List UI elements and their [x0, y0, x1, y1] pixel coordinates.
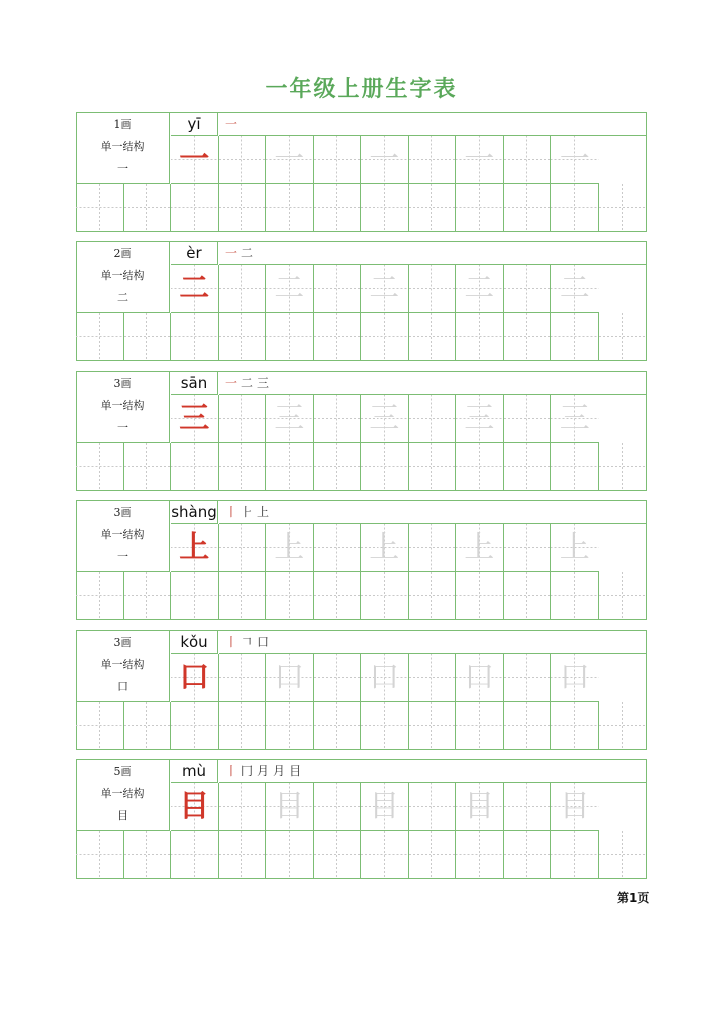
stroke-step: 一 [225, 246, 238, 260]
practice-cell [266, 572, 314, 620]
practice-cell [266, 313, 314, 361]
practice-cell [314, 136, 362, 184]
trace-character: 口 [559, 660, 590, 695]
trace-character: 三 [559, 401, 590, 436]
practice-cell [504, 702, 552, 750]
practice-cell [504, 443, 552, 491]
practice-cell [266, 654, 314, 702]
practice-cell [314, 313, 362, 361]
practice-cell [219, 313, 267, 361]
info-radical: 目 [117, 809, 128, 822]
practice-cell [76, 702, 124, 750]
practice-cell [314, 184, 362, 232]
practice-cell [219, 831, 267, 879]
stroke-order [219, 371, 646, 395]
practice-cell [409, 184, 457, 232]
practice-cell [551, 136, 599, 184]
practice-cell [314, 702, 362, 750]
practice-cell [124, 313, 172, 361]
stroke-step: 口 [257, 635, 270, 649]
practice-cell [171, 395, 219, 443]
practice-cell [599, 572, 647, 620]
character-block [76, 371, 647, 491]
practice-cell [599, 313, 647, 361]
character-info [76, 112, 170, 184]
practice-cell [456, 702, 504, 750]
practice-cell [504, 831, 552, 879]
stroke-step: 二 [241, 376, 254, 390]
stroke-step: 丨 [225, 764, 238, 778]
practice-cell [314, 395, 362, 443]
practice-cell [456, 783, 504, 831]
stroke-step: 丨 [225, 505, 238, 519]
trace-character: 目 [369, 789, 400, 824]
stroke-step: 一 [225, 117, 238, 131]
trace-character: 二 [464, 271, 495, 306]
info-radical: 二 [117, 291, 128, 304]
pinyin: èr [171, 241, 218, 265]
practice-cell [504, 313, 552, 361]
practice-cell [219, 572, 267, 620]
trace-character: 目 [274, 789, 305, 824]
stroke-step: 丨 [225, 635, 238, 649]
practice-cell [409, 654, 457, 702]
practice-cell [219, 443, 267, 491]
practice-cell [361, 395, 409, 443]
practice-cell [504, 572, 552, 620]
practice-cell [551, 184, 599, 232]
practice-cell [456, 136, 504, 184]
practice-cell [504, 524, 552, 572]
practice-cell [314, 443, 362, 491]
practice-cell [171, 702, 219, 750]
practice-cell [361, 313, 409, 361]
practice-cell [361, 572, 409, 620]
trace-character: 一 [559, 142, 590, 177]
practice-cell [361, 136, 409, 184]
practice-cell [219, 395, 267, 443]
practice-cell [361, 443, 409, 491]
practice-cell [171, 572, 219, 620]
practice-cell [219, 783, 267, 831]
practice-cell [266, 524, 314, 572]
practice-cell [409, 572, 457, 620]
practice-cell [551, 831, 599, 879]
practice-cell [76, 572, 124, 620]
practice-cell [409, 136, 457, 184]
model-character: 三 [179, 401, 210, 436]
practice-cell [314, 831, 362, 879]
practice-cell [266, 831, 314, 879]
trace-character: 口 [369, 660, 400, 695]
practice-cell [504, 395, 552, 443]
character-info [76, 371, 170, 443]
info-radical: 一 [117, 550, 128, 563]
page-title: 一年级上册生字表 [265, 76, 458, 102]
info-structure: 单一结构 [100, 787, 145, 800]
practice-cell [314, 572, 362, 620]
practice-cell [266, 395, 314, 443]
practice-cell [599, 184, 647, 232]
character-block [76, 630, 647, 750]
practice-cell [266, 702, 314, 750]
practice-cell [124, 443, 172, 491]
info-structure: 单一结构 [100, 528, 145, 541]
practice-cell [551, 783, 599, 831]
character-info [76, 500, 170, 572]
practice-cell [599, 443, 647, 491]
practice-cell [551, 395, 599, 443]
trace-character: 上 [559, 530, 590, 565]
pinyin: shàng [171, 500, 218, 524]
practice-cell [171, 654, 219, 702]
stroke-step: 上 [257, 505, 270, 519]
practice-cell [124, 184, 172, 232]
practice-cell [504, 265, 552, 313]
practice-cell [219, 184, 267, 232]
trace-character: 一 [464, 142, 495, 177]
pinyin: yī [171, 112, 218, 136]
trace-character: 二 [559, 271, 590, 306]
practice-cell [551, 654, 599, 702]
practice-cell [171, 831, 219, 879]
practice-cell [171, 136, 219, 184]
character-info [76, 630, 170, 702]
trace-character: 上 [369, 530, 400, 565]
practice-cell [409, 395, 457, 443]
practice-cell [219, 136, 267, 184]
stroke-step: ⺊ [241, 505, 254, 519]
practice-cell [456, 265, 504, 313]
info-strokes-label: 2画 [113, 247, 132, 260]
model-character: 目 [179, 789, 210, 824]
info-strokes-label: 3画 [113, 506, 132, 519]
trace-character: 上 [464, 530, 495, 565]
trace-character: 目 [559, 789, 590, 824]
trace-character: 一 [274, 142, 305, 177]
practice-cell [124, 831, 172, 879]
trace-character: 口 [464, 660, 495, 695]
pinyin: sān [171, 371, 218, 395]
practice-cell [314, 265, 362, 313]
practice-cell [361, 524, 409, 572]
stroke-step: 三 [257, 376, 270, 390]
practice-cell [551, 313, 599, 361]
practice-cell [504, 184, 552, 232]
practice-cell [504, 136, 552, 184]
info-strokes-label: 3画 [113, 377, 132, 390]
info-structure: 单一结构 [100, 658, 145, 671]
info-strokes-label: 5画 [113, 765, 132, 778]
practice-cell [171, 265, 219, 313]
practice-cell [361, 831, 409, 879]
trace-character: 三 [464, 401, 495, 436]
practice-cell [171, 313, 219, 361]
trace-character: 二 [274, 271, 305, 306]
practice-cell [76, 184, 124, 232]
practice-cell [219, 702, 267, 750]
trace-character: 三 [274, 401, 305, 436]
practice-cell [409, 443, 457, 491]
info-structure: 单一结构 [100, 269, 145, 282]
info-radical: 一 [117, 421, 128, 434]
info-radical: 口 [117, 680, 128, 693]
practice-cell [124, 702, 172, 750]
practice-cell [171, 783, 219, 831]
practice-cell [76, 831, 124, 879]
practice-cell [266, 265, 314, 313]
practice-cell [76, 443, 124, 491]
character-info [76, 759, 170, 831]
practice-cell [219, 265, 267, 313]
trace-character: 一 [369, 142, 400, 177]
stroke-order [219, 500, 646, 524]
trace-character: 上 [274, 530, 305, 565]
practice-cell [599, 702, 647, 750]
practice-cell [266, 184, 314, 232]
model-character: 一 [179, 142, 210, 177]
model-character: 二 [179, 271, 210, 306]
practice-cell [551, 702, 599, 750]
practice-cell [504, 654, 552, 702]
practice-cell [551, 443, 599, 491]
stroke-order [219, 112, 646, 136]
practice-cell [456, 572, 504, 620]
practice-cell [314, 654, 362, 702]
trace-character: 三 [369, 401, 400, 436]
practice-cell [409, 831, 457, 879]
practice-cell [171, 184, 219, 232]
stroke-order [219, 630, 646, 654]
practice-cell [456, 654, 504, 702]
practice-cell [266, 136, 314, 184]
stroke-step: 月 [257, 764, 270, 778]
trace-character: 口 [274, 660, 305, 695]
stroke-step: 目 [289, 764, 302, 778]
stroke-order [219, 759, 646, 783]
stroke-step: 二 [241, 246, 254, 260]
practice-cell [219, 524, 267, 572]
stroke-step: 冂 [241, 764, 254, 778]
character-block [76, 112, 647, 232]
character-block [76, 241, 647, 361]
trace-character: 目 [464, 789, 495, 824]
practice-cell [171, 524, 219, 572]
practice-cell [409, 313, 457, 361]
pinyin: kǒu [171, 630, 218, 654]
stroke-order [219, 241, 646, 265]
practice-cell [409, 524, 457, 572]
practice-cell [361, 265, 409, 313]
practice-cell [456, 443, 504, 491]
practice-cell [76, 313, 124, 361]
practice-cell [409, 783, 457, 831]
practice-cell [551, 265, 599, 313]
model-character: 口 [179, 660, 210, 695]
info-strokes-label: 3画 [113, 636, 132, 649]
practice-cell [456, 184, 504, 232]
practice-cell [361, 654, 409, 702]
trace-character: 二 [369, 271, 400, 306]
info-radical: 一 [117, 162, 128, 175]
practice-cell [361, 702, 409, 750]
practice-cell [456, 313, 504, 361]
practice-cell [504, 783, 552, 831]
practice-cell [361, 783, 409, 831]
practice-cell [314, 524, 362, 572]
stroke-step: 𠃍 [241, 635, 254, 649]
practice-cell [171, 443, 219, 491]
practice-cell [409, 265, 457, 313]
practice-cell [266, 443, 314, 491]
info-structure: 单一结构 [100, 140, 145, 153]
character-block [76, 759, 647, 879]
info-structure: 单一结构 [100, 399, 145, 412]
page-number: 第1页 [617, 891, 650, 905]
stroke-step: 月 [273, 764, 286, 778]
practice-cell [361, 184, 409, 232]
info-strokes-label: 1画 [113, 118, 132, 131]
character-block [76, 500, 647, 620]
practice-cell [314, 783, 362, 831]
practice-cell [266, 783, 314, 831]
pinyin: mù [171, 759, 218, 783]
model-character: 上 [179, 530, 210, 565]
practice-cell [219, 654, 267, 702]
stroke-step: 一 [225, 376, 238, 390]
practice-cell [409, 702, 457, 750]
practice-cell [599, 831, 647, 879]
practice-cell [124, 572, 172, 620]
practice-cell [456, 524, 504, 572]
practice-cell [456, 395, 504, 443]
practice-cell [456, 831, 504, 879]
character-info [76, 241, 170, 313]
practice-cell [551, 524, 599, 572]
practice-cell [551, 572, 599, 620]
